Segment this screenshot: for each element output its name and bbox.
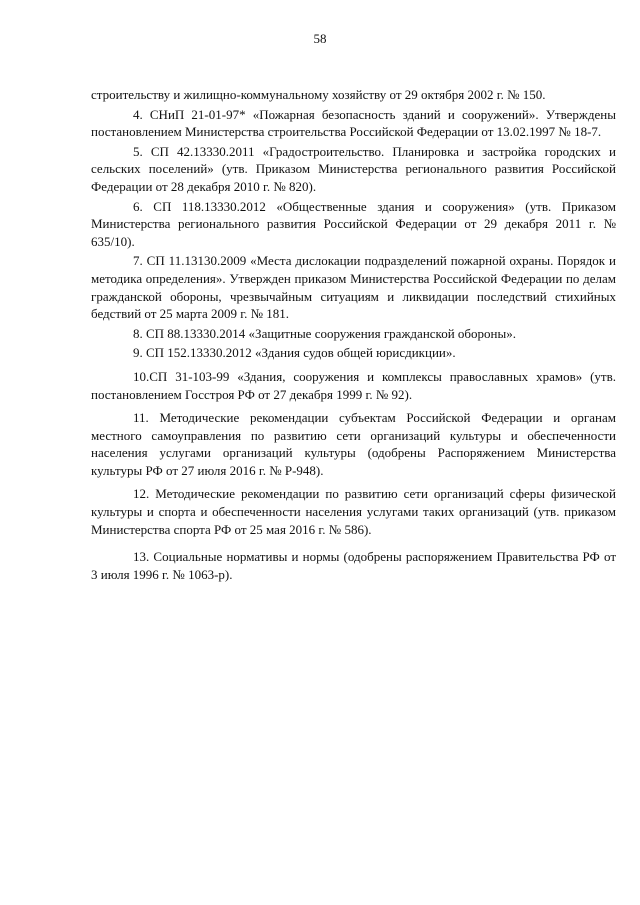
list-item-9: 9. СП 152.13330.2012 «Здания судов общей юрисдикции». — [133, 345, 456, 361]
list-item-7: 7. СП 11.13130.2009 «Места дислокации подразделений пожарной охраны. Порядок и методика определения». Утвержден приказом Министерства Российской Федерации по делам гражданской обороны, чрезвычайным ситуациям и ликвидации последствий стихийных бедствий от 25 марта 2009 г. № 181. — [91, 253, 616, 322]
list-item-12: 12. Методические рекомендации по развитию сети организаций сферы физической культуры и спорта и обеспеченности населения услугами таких организаций (утв. приказом Министерства спорта РФ от 25 мая 2016 г. № 586). — [91, 486, 616, 537]
list-item-5: 5. СП 42.13330.2011 «Градостроительство. Планировка и застройка городских и сельских поселений» (утв. Приказом Министерства регионального развития Российской Федерации от 28 декабря 2010 г. № 820). — [91, 143, 616, 194]
document-body — [91, 86, 616, 585]
list-item-6: 6. СП 118.13330.2012 «Общественные здания и сооружения» (утв. Приказом Министерства регионального развития Российской Федерации от 29 декабря 2011 г. № 635/10). — [91, 198, 616, 249]
list-item-8: 8. СП 88.13330.2014 «Защитные сооружения гражданской обороны». — [133, 325, 516, 341]
list-item-10: 10.СП 31-103-99 «Здания, сооружения и комплексы православных храмов» (утв. постановлением Госстроя РФ от 27 декабря 1999 г. № 92). — [91, 368, 616, 402]
list-item-11: 11. Методические рекомендации субъектам Российской Федерации и органам местного самоуправления по развитию сети организаций культуры и обеспеченности населения услугами организаций культуры (одобрены Распоряжением Министерства культуры РФ от 27 июля 2016 г. № Р-948). — [91, 410, 616, 478]
list-item-13: 13. Социальные нормативы и нормы (одобрены распоряжением Правительства РФ от 3 июля 1996 г. № 1063-р). — [91, 549, 616, 582]
list-item-4: 4. СНиП 21-01-97* «Пожарная безопасность зданий и сооружений». Утверждены постановлением Министерства строительства Российской Федерации от 13.02.1997 № 18-7. — [91, 106, 616, 140]
page-number: 58 — [313, 31, 327, 46]
paragraph-continuation: строительству и жилищно-коммунальному хозяйству от 29 октября 2002 г. № 150. — [91, 87, 546, 102]
